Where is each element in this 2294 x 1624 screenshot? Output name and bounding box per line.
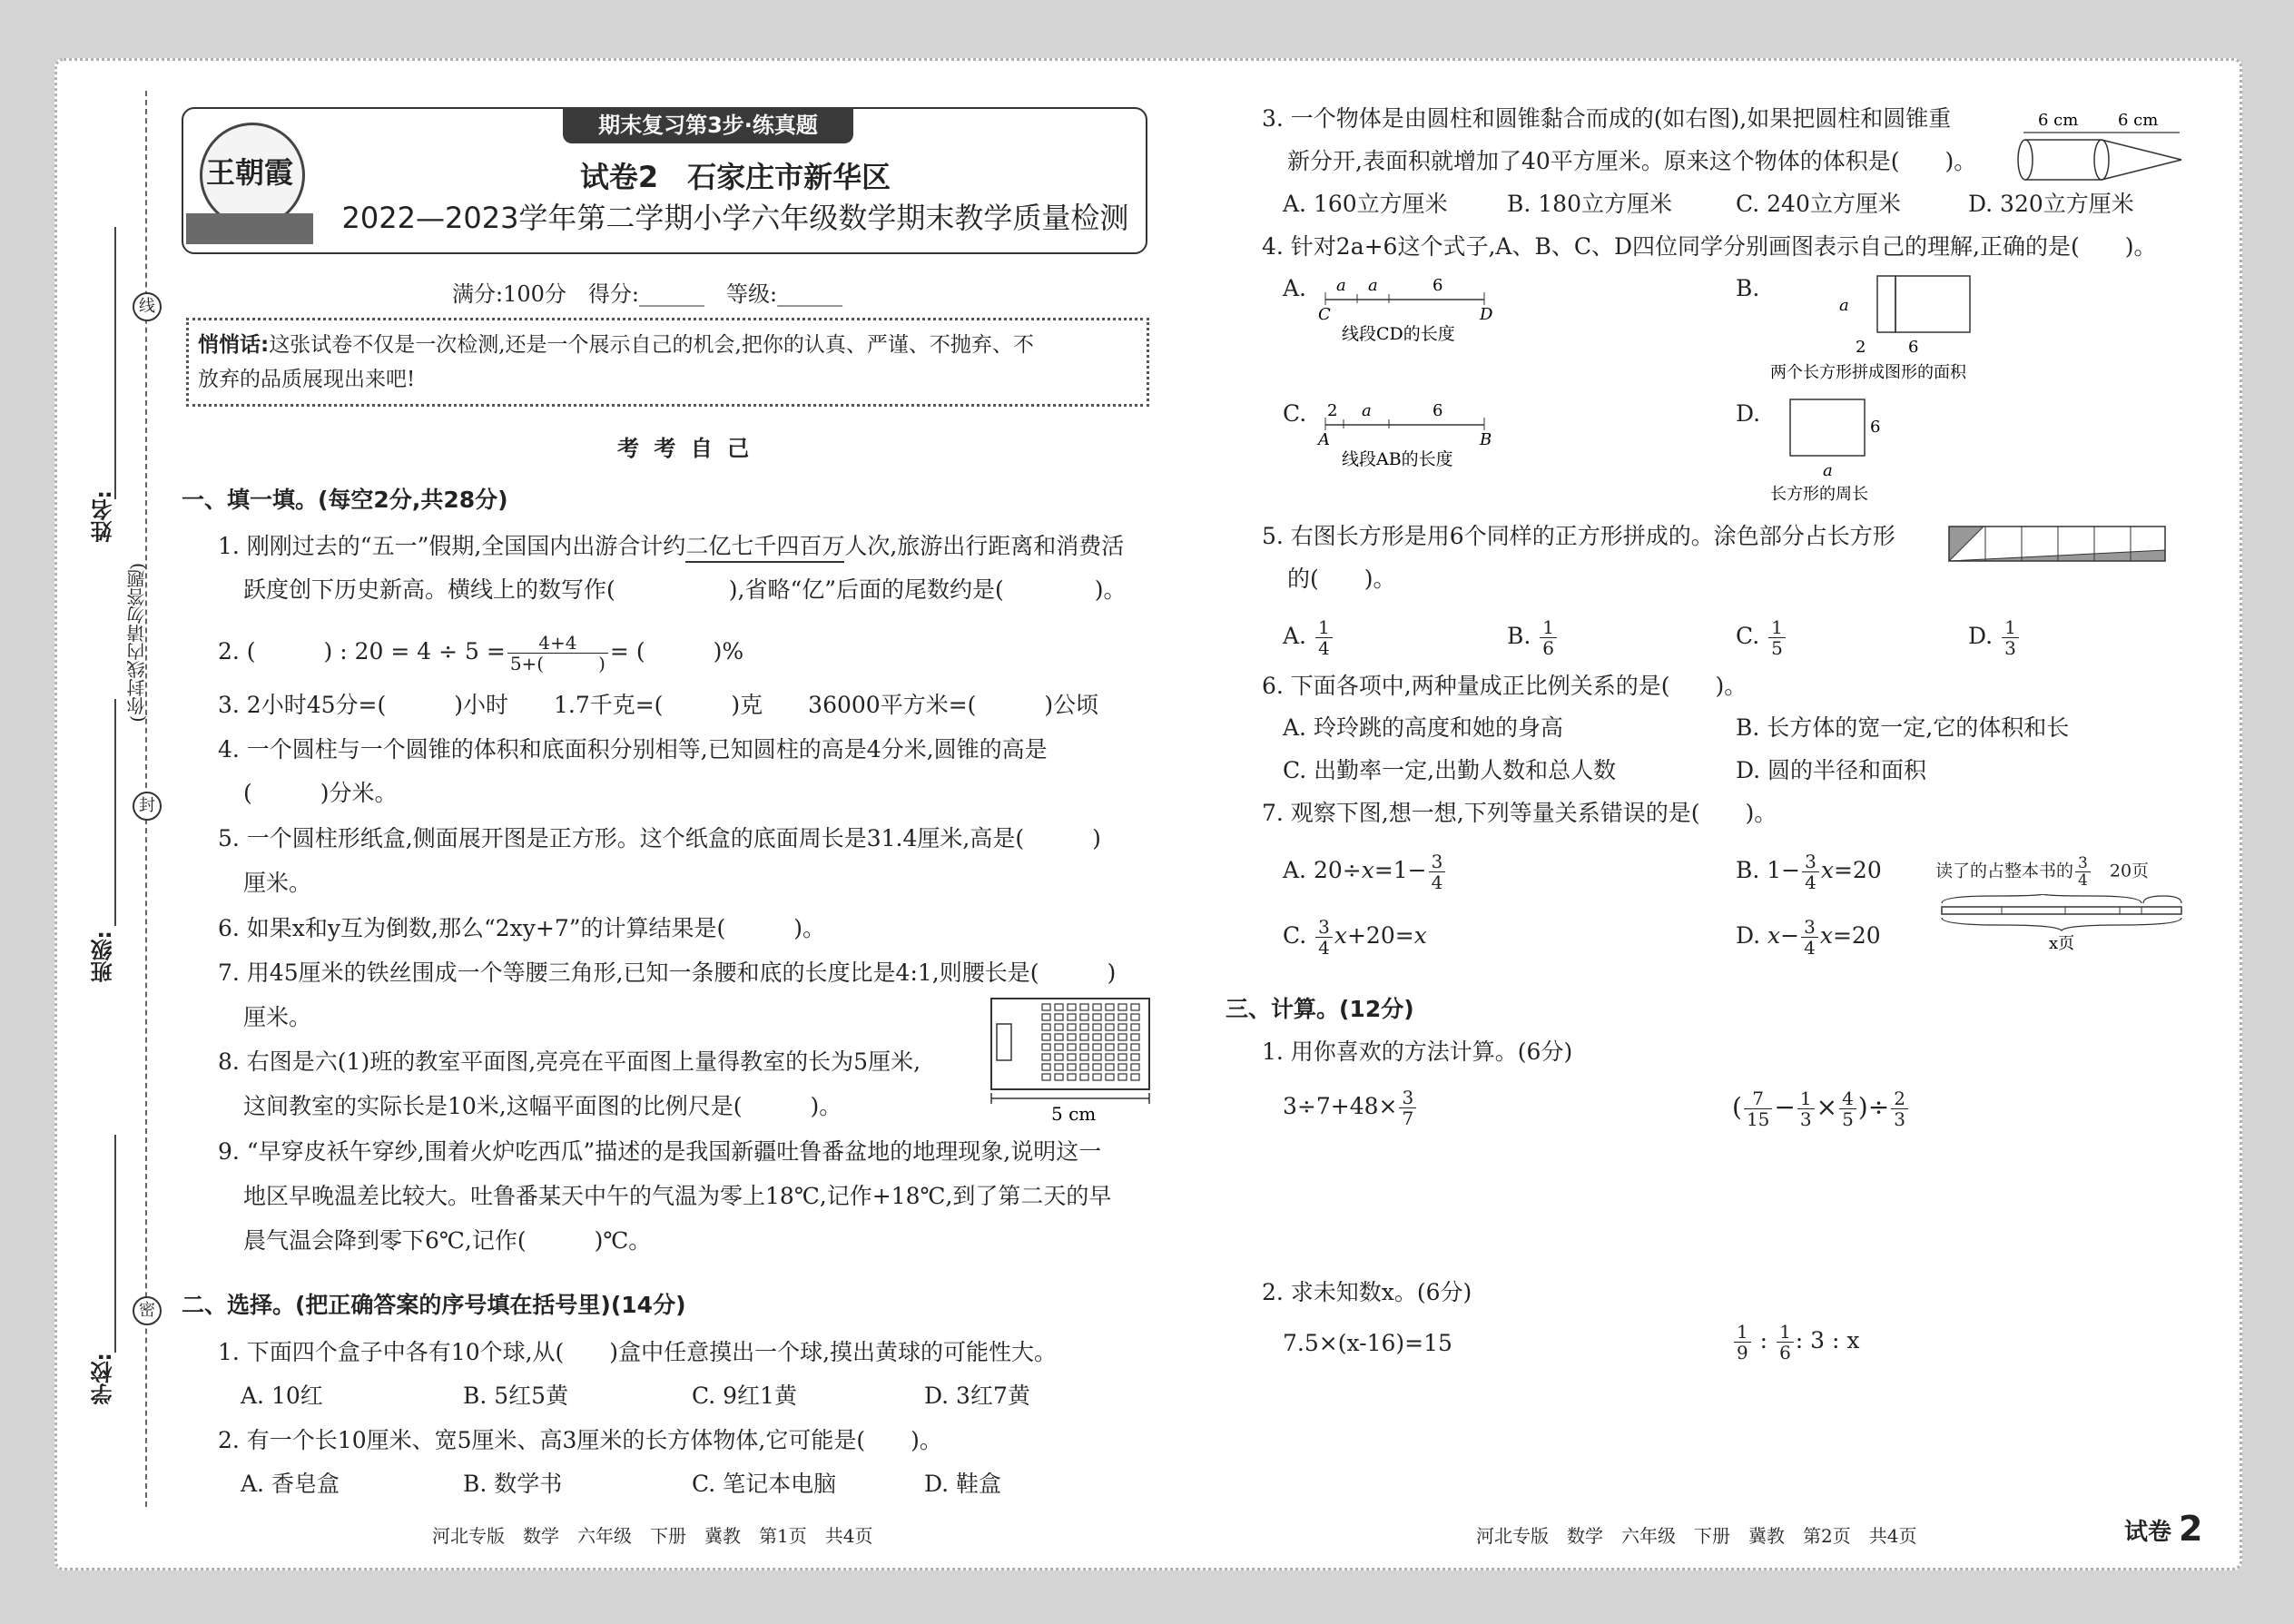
p2-q2: 2. 有一个长10厘米、宽5厘米、高3厘米的长方体物体,它可能是( )。 — [218, 1427, 942, 1453]
q4c-label-1: 2 — [1327, 401, 1338, 420]
p2-q1-opt-b: B. 5红5黄 — [463, 1383, 569, 1409]
p1-q5a: 5. 一个圆柱形纸盒,侧面展开图是正方形。这个纸盒的底面周长是31.4厘米,高是( ) — [218, 825, 1101, 851]
p1-q2-den: 5+( ) — [509, 653, 605, 674]
q4c-end-a: A — [1318, 430, 1330, 449]
q4-opt-b-figure — [1761, 271, 2052, 384]
p2-q3-opt-c: C. 240立方厘米 — [1736, 191, 1901, 217]
p2-q5-opt-b — [1507, 617, 1559, 658]
q5-a-letter: A. — [1283, 623, 1307, 649]
p2-q7: 7. 观察下图,想一想,下列等量关系错误的是( )。 — [1262, 800, 1777, 826]
q7-fig-top-label: 读了的占整本书的 $\frac{3}{4}$ 20页 — [1935, 854, 2150, 890]
p2-q2-opt-a: A. 香皂盒 — [241, 1471, 340, 1497]
footer-left: 河北专版 数学 六年级 下册 冀教 第1页 共4页 — [432, 1525, 873, 1547]
p3-q2-right: $\frac{1}{9}$ : $\frac{1}{6}$ : 3 : x — [1732, 1322, 1860, 1363]
p1-q2-fraction — [507, 633, 608, 674]
logo-text: 王朝霞 — [205, 155, 293, 190]
p1-q9c: 晨气温会降到零下6℃,记作( )℃。 — [243, 1227, 652, 1254]
p1-q9a: 9. “早穿皮袄午穿纱,围着火炉吃西瓜”描述的是我国新疆吐鲁番盆地的地理现象,说明这一 — [218, 1138, 1102, 1165]
p2-q5b: 的( )。 — [1287, 566, 1396, 592]
q4b-side-label: a — [1839, 296, 1849, 315]
p1-q5b: 厘米。 — [243, 870, 312, 896]
q4d-caption: 长方形的周长 — [1770, 485, 1868, 504]
p2-q5-opt-a — [1283, 617, 1334, 658]
q4-opt-a-letter: A. — [1283, 275, 1307, 301]
p2-q5a: 5. 右图长方形是用6个同样的正方形拼成的。涂色部分占长方形 — [1262, 523, 1895, 549]
name-label: 姓名: — [91, 490, 116, 543]
q4-opt-b-letter: B. — [1736, 275, 1760, 301]
q4a-label-3: 6 — [1433, 276, 1443, 295]
p1-q7b: 厘米。 — [243, 1004, 312, 1030]
p2-q7-opt-a: A. 20÷x=1− $\frac{3}{4}$ — [1283, 851, 1447, 892]
p1-q8b: 这间教室的实际长是10米,这幅平面图的比例尺是( )。 — [243, 1093, 842, 1119]
p2-q6-opt-a: A. 玲玲跳的高度和她的身高 — [1283, 714, 1563, 741]
p2-q7-opt-d: D. x− $\frac{3}{4}$ x=20 — [1736, 916, 1881, 959]
p2-q4: 4. 针对2a+6这个式子,A、B、C、D四位同学分别画图表示自己的理解,正确的是( )。 — [1262, 233, 2157, 260]
book-pages-figure — [1938, 894, 2188, 958]
q5-c-den: 5 — [1771, 637, 1783, 659]
paper-label: 试卷 — [2124, 1519, 2172, 1546]
section-title: 考 考 自 己 — [617, 436, 753, 461]
q7-fig-pages: 20页 — [2109, 861, 2150, 881]
school-label: 学校: — [91, 1353, 116, 1405]
p3-q1-right: ( $\frac{7}{15}$ − $\frac{1}{3}$ × $\frac{4}{5}$ )÷ $\frac{2}{3}$ — [1732, 1080, 1910, 1135]
q4-opt-a-figure — [1316, 274, 1498, 347]
p3-q2-left: 7.5×(x-16)=15 — [1283, 1330, 1452, 1356]
name-field[interactable] — [114, 227, 116, 499]
mark-seal: 封 — [133, 792, 162, 821]
p1-q2-post: = ( )% — [609, 638, 744, 664]
plan-scale-label: 5 cm — [1051, 1103, 1097, 1124]
q4-opt-d-letter: D. — [1736, 400, 1761, 427]
p2-q6: 6. 下面各项中,两种量成正比例关系的是( )。 — [1262, 673, 1748, 699]
p1-q1b: 跃度创下历史新高。横线上的数写作( ),省略“亿”后面的尾数约是( )。 — [243, 576, 1127, 603]
p2-q1-opt-a: A. 10红 — [241, 1383, 323, 1409]
p2-q2-opt-b: B. 数学书 — [463, 1471, 563, 1497]
q5-d-letter: D. — [1968, 623, 1994, 649]
mark-line: 线 — [133, 292, 162, 321]
p3-q2-right-text: : 3 : x — [1795, 1327, 1860, 1353]
q4b-bottom-1: 2 — [1856, 338, 1866, 357]
p3-q1-left-text: 3÷7+48× — [1283, 1093, 1398, 1119]
p1-q2-pre: 2. ( ) : 20 = 4 ÷ 5 = — [218, 638, 506, 664]
p1-q8a: 8. 右图是六(1)班的教室平面图,亮亮在平面图上量得教室的长为5厘米, — [218, 1048, 921, 1075]
p3-q2: 2. 求未知数x。(6分) — [1262, 1279, 1472, 1305]
logo — [186, 113, 313, 248]
footer-right: 河北专版 数学 六年级 下册 冀教 第2页 共4页 — [1476, 1525, 1917, 1547]
cylinder-cone-figure — [2011, 107, 2192, 189]
p1-q1a-pre: 1. 刚刚过去的“五一”假期,全国国内出游合计约 — [218, 533, 686, 559]
school-field[interactable] — [114, 1135, 116, 1353]
q4a-end-c: C — [1318, 305, 1331, 324]
q5-a-num: 1 — [1315, 617, 1333, 638]
p1-q2 — [218, 633, 743, 674]
part3-heading: 三、计算。(12分) — [1226, 996, 1414, 1022]
p3-q1: 1. 用你喜欢的方法计算。(6分) — [1262, 1038, 1573, 1065]
p2-q3-opt-d: D. 320立方厘米 — [1968, 191, 2134, 217]
p2-q2-opt-d: D. 鞋盒 — [924, 1471, 1002, 1497]
squares-rectangle-figure — [1947, 525, 2170, 568]
score-line: 满分:100分 得分:______ 等级:______ — [452, 281, 843, 307]
q5-d-den: 3 — [2004, 637, 2016, 659]
q5-c-letter: C. — [1736, 623, 1760, 649]
classroom-plan-figure — [989, 997, 1153, 1124]
q4c-label-2: a — [1362, 401, 1372, 420]
p1-q6: 6. 如果x和y互为倒数,那么“2xy+7”的计算结果是( )。 — [218, 915, 826, 941]
q4-opt-d-figure — [1761, 392, 1997, 510]
p2-q1-opt-d: D. 3红7黄 — [924, 1383, 1030, 1409]
q4-opt-c-figure — [1316, 399, 1498, 472]
p2-q7-opt-c: C. $\frac{3}{4}$ x+20=x — [1283, 916, 1427, 959]
p2-q6-opt-b: B. 长方体的宽一定,它的体积和长 — [1736, 714, 2070, 741]
p2-q7-opt-b: B. 1− $\frac{3}{4}$ x=20 — [1736, 851, 1882, 893]
banner: 期末复习第3步·练真题 — [563, 107, 853, 143]
p1-q2-num: 4+4 — [507, 633, 608, 654]
p2-q6-opt-d: D. 圆的半径和面积 — [1736, 757, 1927, 783]
mark-bind: 密 — [133, 1296, 162, 1325]
q4d-bottom-label: a — [1823, 461, 1833, 480]
q4d-side-label: 6 — [1870, 418, 1881, 437]
q3-fig-label-1: 6 cm — [2038, 111, 2079, 130]
q4a-label-2: a — [1368, 276, 1378, 295]
p2-q5-opt-c — [1736, 617, 1787, 658]
q4a-end-d: D — [1480, 305, 1493, 324]
p3-q1-left: 3÷7+48× $\frac{3}{7}$ — [1283, 1088, 1418, 1128]
exam-subtitle: 2022—2023学年第二学期小学六年级数学期末教学质量检测 — [341, 201, 1129, 235]
class-field[interactable] — [114, 699, 116, 926]
q5-a-den: 4 — [1317, 637, 1330, 659]
q4b-caption: 两个长方形拼成图形的面积 — [1770, 363, 1966, 382]
q5-b-den: 6 — [1542, 637, 1555, 659]
q4c-label-3: 6 — [1433, 401, 1443, 420]
q7-fig-bottom: x页 — [2049, 934, 2075, 953]
p2-q3-opt-b: B. 180立方厘米 — [1507, 191, 1672, 217]
q5-c-num: 1 — [1768, 617, 1786, 638]
p2-q6-opt-c: C. 出勤率一定,出勤人数和总人数 — [1283, 757, 1617, 783]
p1-q7a: 7. 用45厘米的铁丝围成一个等腰三角形,已知一条腰和底的长度比是4:1,则腰长是( ) — [218, 960, 1117, 986]
q5-d-num: 1 — [2002, 617, 2019, 638]
tip-line2: 放弃的品质展现出来吧! — [198, 368, 416, 391]
p2-q1: 1. 下面四个盒子中各有10个球,从( )盒中任意摸出一个球,摸出黄球的可能性大。 — [218, 1339, 1058, 1365]
tip-text1: 这张试卷不仅是一次检测,还是一个展示自己的机会,把你的认真、严谨、不抛弃、不 — [269, 333, 1034, 357]
p2-q1-opt-c: C. 9红1黄 — [692, 1383, 797, 1409]
part2-heading: 二、选择。(把正确答案的序号填在括号里)(14分) — [182, 1292, 686, 1318]
tip-label: 悄悄话: — [198, 333, 270, 357]
q4c-caption: 线段AB的长度 — [1342, 449, 1453, 469]
p2-q2-opt-c: C. 笔记本电脑 — [692, 1471, 837, 1497]
no-answer-note: (你封线内请勿答题) — [126, 563, 148, 723]
exam-title: 试卷2 石家庄市新华区 — [579, 160, 891, 194]
class-label: 班级: — [91, 930, 116, 983]
q4a-label-1: a — [1336, 276, 1346, 295]
p1-q1a-post: 人次,旅游出行距离和消费活 — [844, 533, 1125, 559]
p1-q4a: 4. 一个圆柱与一个圆锥的体积和底面积分别相等,已知圆柱的高是4分米,圆锥的高是 — [218, 736, 1048, 763]
q4-opt-c-letter: C. — [1283, 400, 1307, 427]
p2-q5-opt-d — [1968, 617, 2021, 658]
p1-q4b: ( )分米。 — [243, 780, 398, 806]
tip-line1 — [198, 330, 1034, 359]
q5-b-letter: B. — [1507, 623, 1531, 649]
paper-number: 2 — [2179, 1509, 2203, 1549]
p1-q1a — [218, 532, 1124, 563]
p1-q9b: 地区早晚温差比较大。吐鲁番某天中午的气温为零上18℃,记作+18℃,到了第二天的早 — [243, 1183, 1112, 1209]
q4b-bottom-2: 6 — [1908, 338, 1919, 357]
p2-q3-opt-a: A. 160立方厘米 — [1283, 191, 1448, 217]
q7-fig-top-text: 读了的占整本书的 — [1935, 861, 2074, 881]
p1-q3: 3. 2小时45分=( )小时 1.7千克=( )克 36000平方米=( )公顷 — [218, 692, 1099, 718]
part1-heading: 一、填一填。(每空2分,共28分) — [182, 487, 508, 513]
q4c-end-b: B — [1480, 430, 1492, 449]
q3-fig-label-2: 6 cm — [2118, 111, 2159, 130]
q4a-caption: 线段CD的长度 — [1342, 324, 1455, 344]
q5-b-num: 1 — [1540, 617, 1557, 638]
p1-q1a-underlined: 二亿七千四百万 — [685, 532, 844, 563]
p2-q3a: 3. 一个物体是由圆柱和圆锥黏合而成的(如右图),如果把圆柱和圆锥重 — [1262, 105, 1952, 132]
p2-q3b: 新分开,表面积就增加了40平方厘米。原来这个物体的体积是( )。 — [1287, 148, 1977, 174]
